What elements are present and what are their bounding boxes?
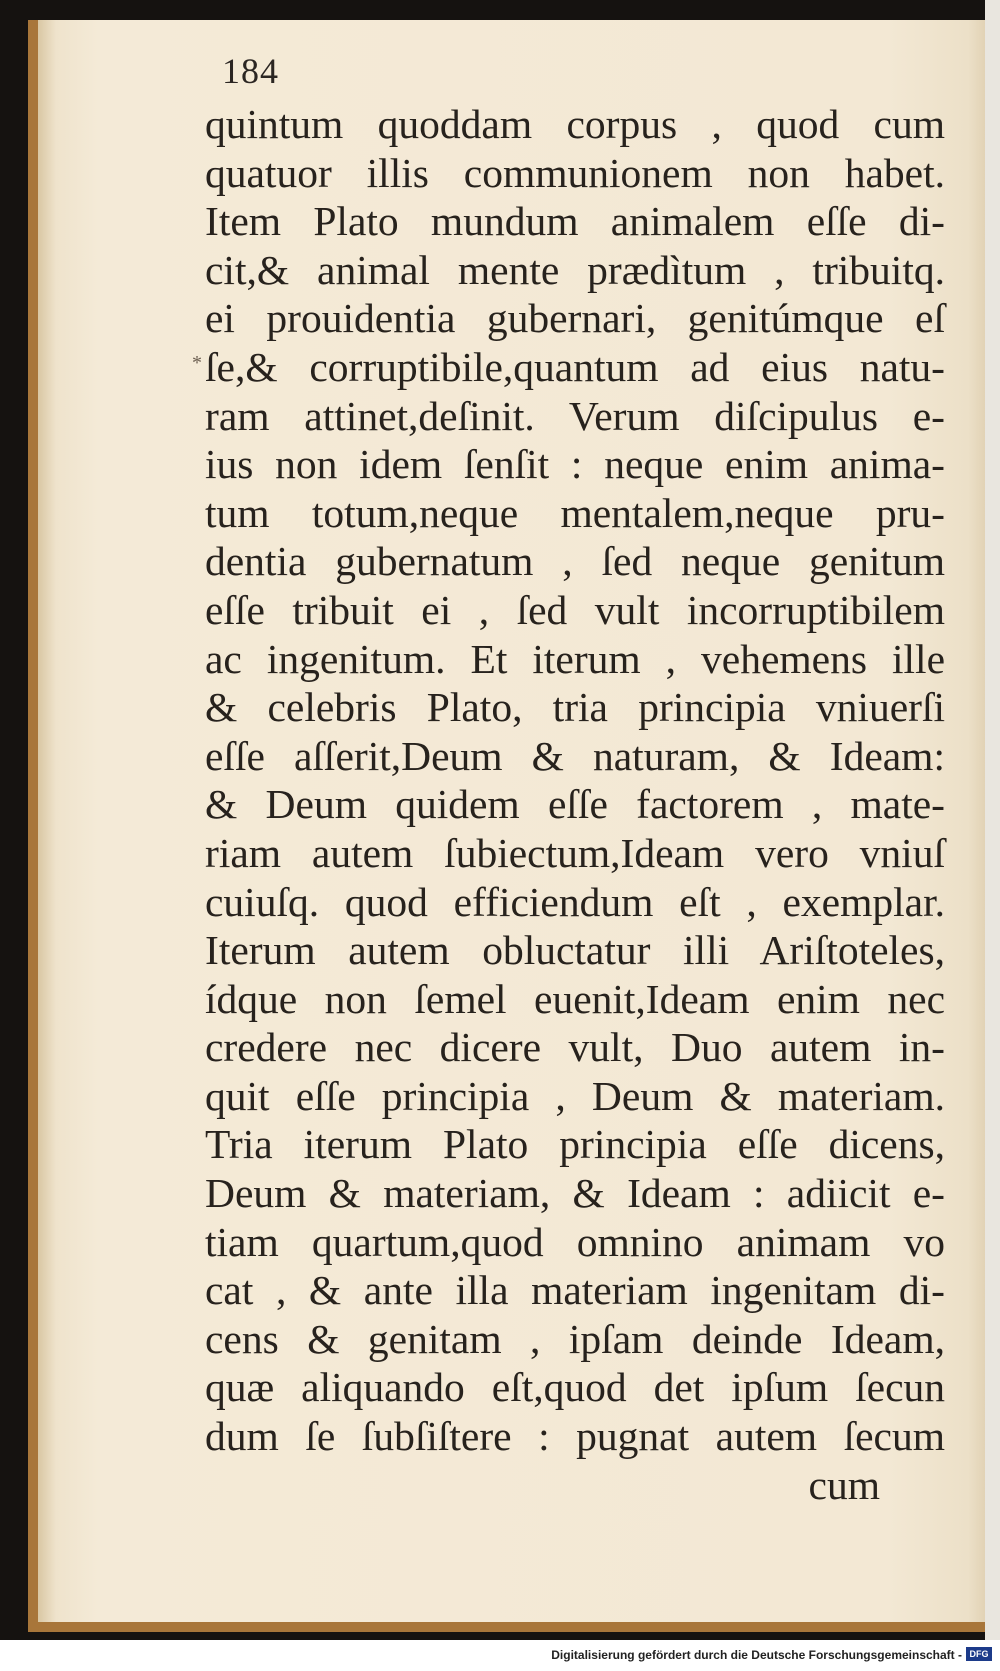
text-line: cens & genitam , ipſam deinde Ideam, (205, 1315, 945, 1362)
text-line: & celebris Plato, tria principia vniuerſi (205, 684, 945, 731)
text-line: quintum quoddam corpus , quod cum (205, 101, 945, 147)
text-line: ac ingenitum. Et iterum , vehemens ille (205, 635, 945, 682)
text-line: ius non idem ſenſit : neque enim anima- (205, 441, 945, 488)
text-line: eſſe tribuit ei , ſed vult incorruptibilem (205, 586, 945, 633)
text-line: ei prouidentia gubernari, genitúmque eſ (205, 295, 945, 342)
text-line: credere nec dicere vult, Duo autem in- (205, 1024, 945, 1071)
page-number: 184 (222, 51, 279, 91)
text-line: eſſe aſſerit,Deum & naturam, & Ideam: (205, 732, 945, 779)
text-line: cuiuſq. quod efficiendum eſt , exemplar. (205, 878, 945, 925)
text-line: quæ aliquando eſt,quod det ipſum ſecun (205, 1364, 945, 1411)
text-line: tum totum,neque mentalem,neque pru- (205, 489, 945, 536)
text-line: ídque non ſemel euenit,Ideam enim nec (205, 975, 945, 1022)
text-line: dentia gubernatum , ſed neque genitum (205, 538, 945, 585)
body-text (205, 100, 945, 1509)
text-line: dum ſe ſubſiſtere : pugnat autem ſecum (205, 1413, 945, 1460)
text-line: cit,& animal mente prædìtum , tribuitq. (205, 246, 945, 293)
text-line: ſe,& corruptibile,quantum ad eius natu- (205, 343, 945, 390)
scan-right-strip (985, 0, 1000, 1640)
text-line: Tria iterum Plato principia eſſe dicens, (205, 1121, 945, 1168)
catchword: cum (808, 1461, 880, 1508)
footer-bar (0, 1640, 1000, 1671)
text-line: riam autem ſubiectum,Ideam vero vniuſ (205, 829, 945, 876)
text-line: cat , & ante illa materiam ingenitam di- (205, 1267, 945, 1314)
margin-mark: * (192, 352, 202, 374)
text-line: Iterum autem obluctatur illi Ariſtoteles, (205, 927, 945, 974)
text-line: Item Plato mundum animalem eſſe di- (205, 198, 945, 245)
text-line: & Deum quidem eſſe factorem , mate- (205, 781, 945, 828)
text-line: Deum & materiam, & Ideam : adiicit e- (205, 1170, 945, 1217)
text-line: tiam quartum,quod omnino animam vo (205, 1218, 945, 1265)
funding-credit: Digitalisierung gefördert durch die Deutsche Forschungsgemeinschaft - (551, 1648, 962, 1662)
text-line: quit eſſe principia , Deum & materiam. (205, 1072, 945, 1119)
text-line: ram attinet,deſinit. Verum diſcipulus e- (205, 392, 945, 439)
text-line: quatuor illis communionem non habet. (205, 149, 945, 196)
page-bottom-edge (28, 1622, 990, 1632)
dfg-logo: DFG (966, 1647, 992, 1661)
